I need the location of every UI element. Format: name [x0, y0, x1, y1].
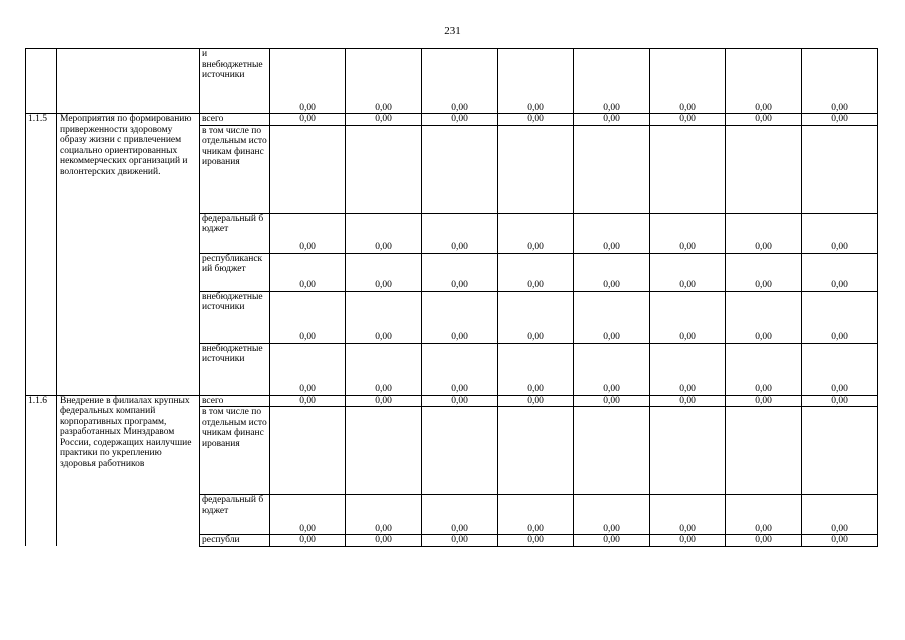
value-cell: 0,00 — [650, 343, 726, 395]
table-body — [26, 49, 878, 547]
value-cell: 0,00 — [574, 291, 650, 343]
value-cell: 0,00 — [574, 343, 650, 395]
value-cell: 0,00 — [726, 60, 802, 114]
value-cell: 0,00 — [498, 60, 574, 114]
value-cell: 0,00 — [270, 343, 346, 395]
value-cell: 0,00 — [346, 395, 422, 407]
value-cell: 0,00 — [574, 535, 650, 547]
activity-name: Мероприятия по формированию приверженности здоровому образу жизни с привлечением социально ориентированных некоммерческих организаций и волонтерских движений. — [57, 114, 200, 396]
value-cell: 0,00 — [346, 535, 422, 547]
value-cell: 0,00 — [422, 114, 498, 126]
value-cell — [498, 49, 574, 60]
value-cell: 0,00 — [650, 291, 726, 343]
value-cell: 0,00 — [802, 395, 878, 407]
value-cell — [574, 125, 650, 213]
value-cell: 0,00 — [498, 253, 574, 291]
funding-source: внебюджетные источники — [200, 60, 270, 114]
value-cell: 0,00 — [422, 291, 498, 343]
value-cell: 0,00 — [498, 395, 574, 407]
value-cell: 0,00 — [498, 343, 574, 395]
value-cell: 0,00 — [726, 291, 802, 343]
value-cell — [802, 125, 878, 213]
table-row — [26, 395, 878, 407]
value-cell — [650, 49, 726, 60]
value-cell: 0,00 — [270, 253, 346, 291]
value-cell: 0,00 — [346, 495, 422, 535]
value-cell: 0,00 — [498, 495, 574, 535]
funding-source: в том числе по отдельным источникам финансирования — [200, 407, 270, 495]
row-number — [26, 49, 57, 114]
value-cell: 0,00 — [726, 253, 802, 291]
value-cell — [498, 407, 574, 495]
value-cell — [270, 125, 346, 213]
value-cell: 0,00 — [726, 343, 802, 395]
value-cell: 0,00 — [498, 213, 574, 253]
value-cell: 0,00 — [346, 213, 422, 253]
value-cell: 0,00 — [726, 495, 802, 535]
value-cell: 0,00 — [422, 343, 498, 395]
funding-source: всего — [200, 395, 270, 407]
value-cell — [726, 407, 802, 495]
value-cell: 0,00 — [346, 60, 422, 114]
value-cell — [726, 125, 802, 213]
funding-source: республиканский бюджет — [200, 253, 270, 291]
value-cell — [498, 125, 574, 213]
value-cell: 0,00 — [346, 291, 422, 343]
value-cell — [346, 407, 422, 495]
value-cell: 0,00 — [422, 395, 498, 407]
value-cell: 0,00 — [574, 495, 650, 535]
value-cell — [346, 49, 422, 60]
funding-source: внебюджетные источники — [200, 291, 270, 343]
value-cell: 0,00 — [270, 213, 346, 253]
value-cell: 0,00 — [650, 395, 726, 407]
value-cell: 0,00 — [498, 114, 574, 126]
value-cell: 0,00 — [802, 343, 878, 395]
value-cell — [574, 49, 650, 60]
value-cell: 0,00 — [574, 253, 650, 291]
value-cell — [422, 49, 498, 60]
value-cell: 0,00 — [650, 253, 726, 291]
activity-name: Внедрение в филиалах крупных федеральных компаний корпоративных программ, разработанных Минздравом России, содержащих наилучшие практики по укреплению здоровья работников — [57, 395, 200, 546]
value-cell: 0,00 — [574, 395, 650, 407]
value-cell — [346, 125, 422, 213]
value-cell: 0,00 — [346, 253, 422, 291]
funding-source: республи — [200, 535, 270, 547]
value-cell: 0,00 — [802, 60, 878, 114]
value-cell: 0,00 — [802, 253, 878, 291]
value-cell: 0,00 — [346, 343, 422, 395]
value-cell: 0,00 — [574, 213, 650, 253]
value-cell: 0,00 — [726, 395, 802, 407]
value-cell — [422, 407, 498, 495]
value-cell: 0,00 — [270, 291, 346, 343]
value-cell — [574, 407, 650, 495]
value-cell: 0,00 — [270, 495, 346, 535]
value-cell: 0,00 — [802, 114, 878, 126]
value-cell: 0,00 — [574, 60, 650, 114]
value-cell — [726, 49, 802, 60]
value-cell: 0,00 — [270, 535, 346, 547]
value-cell: 0,00 — [802, 213, 878, 253]
value-cell: 0,00 — [270, 395, 346, 407]
value-cell: 0,00 — [422, 495, 498, 535]
value-cell: 0,00 — [650, 535, 726, 547]
value-cell — [422, 125, 498, 213]
value-cell: 0,00 — [422, 213, 498, 253]
value-cell: 0,00 — [574, 114, 650, 126]
value-cell: 0,00 — [650, 60, 726, 114]
value-cell: 0,00 — [650, 114, 726, 126]
value-cell: 0,00 — [422, 253, 498, 291]
table-row — [26, 49, 878, 60]
funding-source: внебюджетные источники — [200, 343, 270, 395]
table-row — [26, 114, 878, 126]
budget-table — [25, 48, 878, 547]
value-cell: 0,00 — [650, 213, 726, 253]
value-cell: 0,00 — [498, 535, 574, 547]
value-cell — [650, 407, 726, 495]
value-cell: 0,00 — [270, 114, 346, 126]
value-cell: 0,00 — [726, 213, 802, 253]
value-cell — [802, 49, 878, 60]
funding-source: федеральный бюджет — [200, 495, 270, 535]
value-cell: 0,00 — [498, 291, 574, 343]
value-cell: 0,00 — [802, 495, 878, 535]
activity-name — [57, 49, 200, 114]
row-number: 1.1.5 — [26, 114, 57, 396]
funding-source: федеральный бюджет — [200, 213, 270, 253]
value-cell: 0,00 — [346, 114, 422, 126]
funding-source: всего — [200, 114, 270, 126]
value-cell: 0,00 — [422, 535, 498, 547]
value-cell: 0,00 — [270, 60, 346, 114]
value-cell: 0,00 — [726, 535, 802, 547]
value-cell: 0,00 — [726, 114, 802, 126]
funding-source: в том числе по отдельным источникам финансирования — [200, 125, 270, 213]
value-cell — [650, 125, 726, 213]
row-number: 1.1.6 — [26, 395, 57, 546]
page-number: 231 — [444, 25, 461, 37]
value-cell: 0,00 — [650, 495, 726, 535]
value-cell: 0,00 — [802, 535, 878, 547]
value-cell — [270, 407, 346, 495]
value-cell: 0,00 — [422, 60, 498, 114]
funding-source: и — [200, 49, 270, 60]
value-cell — [802, 407, 878, 495]
value-cell: 0,00 — [802, 291, 878, 343]
value-cell — [270, 49, 346, 60]
